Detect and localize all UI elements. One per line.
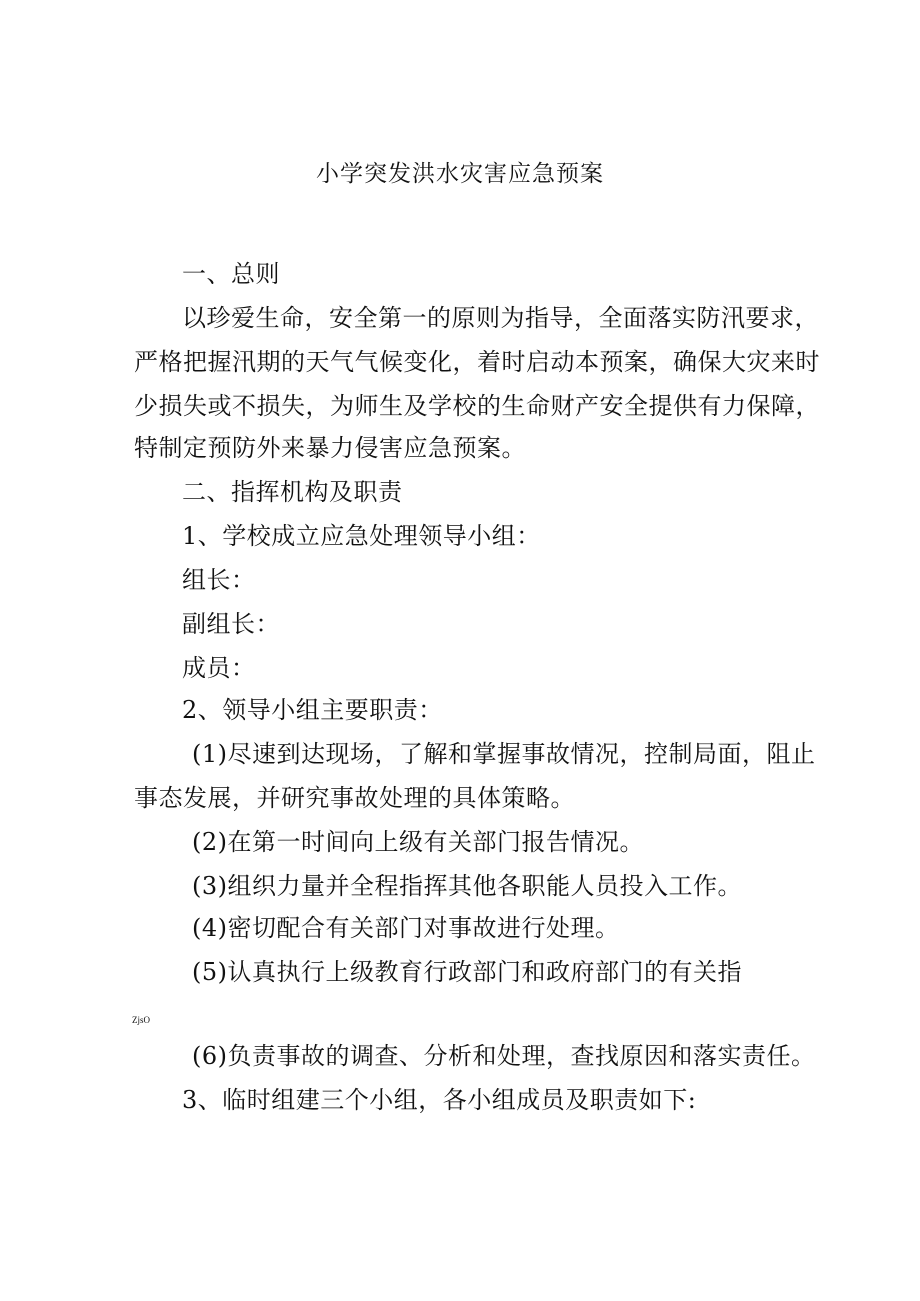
duty-4: (4)密切配合有关部门对事故进行处理。 xyxy=(192,914,620,942)
list-item-2: 2、领导小组主要职责： xyxy=(182,696,443,724)
paragraph-line: 以珍爱生命，安全第一的原则为指导，全面落实防汛要求， xyxy=(182,304,819,332)
paragraph-line: 少损失或不损失，为师生及学校的生命财产安全提供有力保障， xyxy=(134,392,820,420)
duty-3: (3)组织力量并全程指挥其他各职能人员投入工作。 xyxy=(192,872,742,900)
stray-mark: ZjsO xyxy=(132,1015,150,1025)
duty-1-line-2: 事态发展，并研究事故处理的具体策略。 xyxy=(134,784,575,812)
duty-1-line-1: (1)尽速到达现场，了解和掌握事故情况，控制局面，阻止 xyxy=(192,740,816,768)
leader-label: 组长： xyxy=(182,566,256,594)
duty-5: (5)认真执行上级教育行政部门和政府部门的有关指 xyxy=(192,958,742,986)
section-heading-command: 二、指挥机构及职责 xyxy=(182,478,403,506)
section-heading-general: 一、总则 xyxy=(182,260,280,288)
duty-6: (6)负责事故的调查、分析和处理，查找原因和落实责任。 xyxy=(192,1042,816,1070)
list-item-1: 1、学校成立应急处理领导小组： xyxy=(182,522,541,550)
list-item-3: 3、临时组建三个小组，各小组成员及职责如下: xyxy=(182,1086,697,1114)
paragraph-line: 严格把握汛期的天气气候变化，着时启动本预案，确保大灾来时 xyxy=(134,348,820,376)
document-title: 小学突发洪水灾害应急预案 xyxy=(316,161,604,187)
members-label: 成员： xyxy=(182,654,256,682)
duty-2: (2)在第一时间向上级有关部门报告情况。 xyxy=(192,828,644,856)
deputy-leader-label: 副组长： xyxy=(182,610,280,638)
paragraph-line: 特制定预防外来暴力侵害应急预案。 xyxy=(134,434,526,462)
